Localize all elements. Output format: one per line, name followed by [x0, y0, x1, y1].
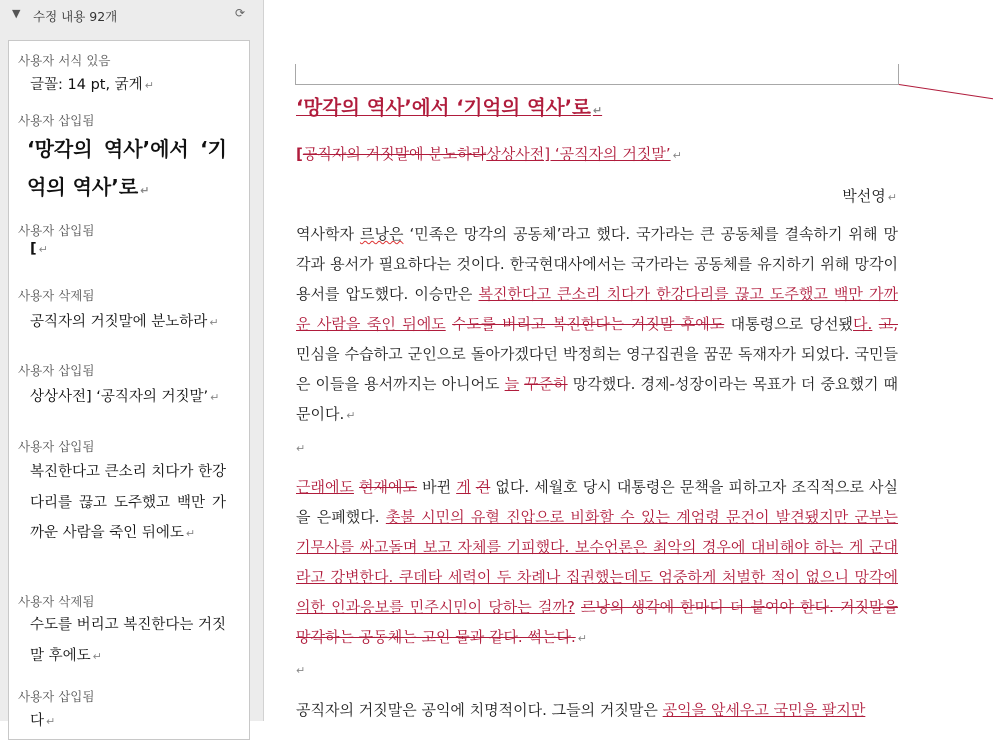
paragraph-3[interactable]: 공직자의 거짓말은 공익에 치명적이다. 그들의 거짓말은 공익을 앞세우고 국민을 팔지만: [296, 701, 866, 719]
revision-type: 사용자 삽입됨: [18, 223, 95, 238]
revision-text: 수도를 버리고 복진한다는 거짓말 후에도 ↵: [30, 617, 226, 664]
revisions-pane: [0, 0, 264, 729]
paragraph-2[interactable]: 근래에도 현재에도 바뀐 게 건 없다. 세월호 당시 대통령은 문책을 피하고자 조직적으로 사실을 은폐했다. 촛불 시민의 유혈 진압으로 비화할 수 있는 계엄령 문건이 발견됐지만 군부는 기무사를 싸고돌며 보고 자체를 기피했다. 보수언론은 최악의 경우에 대비해야 하는 게 군대라고 강변한다. 쿠데타 세력이 두 차례나 집권했는데도 엄중하게 처벌한 적이 없으니 망각에 의한 인과응보를 민주시민이 당하는 걸까? 르낭의 생각에 한마디 더 붙여야 한다. 거짓말을 망각하는 공동체는 고인 물과 같다. 썩는다. ↵: [296, 478, 899, 646]
paragraph-1[interactable]: 역사학자 르낭은 ‘민족은 망각의 공동체’라고 했다. 국가라는 큰 공동체를 결속하기 위해 망각과 용서가 필요하다는 것이다. 한국현대사에서는 국가라는 공동체를 유지하기 위해 망각이 용서를 압도했다. 이승만은 복진한다고 큰소리 치다가 한강다리를 끊고 도주했고 백만 가까운 사람을 죽인 뒤에도 수도를 버리고 복진한다는 거짓말 후에도 대통령으로 당선됐다. 고, 민심을 수습하고 군인으로 돌아가겠다던 박정희는 영구집권을 꿈꾼 독재자가 되었다. 국민들은 이들을 용서까지는 아니어도 늘 꾸준히 망각했다. 경제-성장이라는 목표가 더 중요했기 때문이다. ↵: [296, 225, 899, 423]
revision-type: 사용자 삽입됨: [18, 113, 95, 128]
empty-paragraph-mark: ↵: [296, 664, 306, 677]
margin-corner-right: [898, 64, 899, 85]
author-name[interactable]: 박선영 ↵: [842, 187, 897, 205]
revision-text: ‘망각의 역사’에서 ‘기억의 역사’로 ↵: [27, 137, 227, 199]
refresh-icon[interactable]: ⟳: [235, 6, 246, 20]
revision-type: 사용자 삽입됨: [18, 439, 95, 454]
revisions-pane-header: [0, 0, 263, 30]
revisions-list[interactable]: [8, 40, 250, 740]
margin-corner-left: [295, 64, 296, 85]
document-subtitle[interactable]: [공직자의 거짓말에 분노하라상상사전] ‘공직자의 거짓말’ ↵: [296, 145, 682, 163]
revision-text: [ ↵: [30, 241, 48, 257]
revision-text: 다 ↵: [30, 713, 56, 729]
revision-type: 사용자 삭제됨: [18, 594, 95, 609]
revisions-count-title: 수정 내용 92개: [33, 9, 118, 24]
revision-text: 복진한다고 큰소리 치다가 한강다리를 끊고 도주했고 백만 가까운 사람을 죽인 뒤에도 ↵: [30, 464, 226, 541]
collapse-chevron-icon[interactable]: ▼: [12, 7, 21, 20]
revision-type: 사용자 삽입됨: [18, 363, 95, 378]
empty-paragraph-mark: ↵: [296, 442, 306, 455]
revision-type: 사용자 삽입됨: [18, 689, 95, 704]
top-margin-guide: [295, 84, 899, 85]
revision-text: 상상사전] ‘공직자의 거짓말’ ↵: [30, 389, 220, 405]
revision-type: 사용자 서식 있음: [18, 53, 111, 68]
document-title[interactable]: ‘망각의 역사’에서 ‘기억의 역사’로 ↵: [296, 96, 603, 119]
revision-text: 공직자의 거짓말에 분노하라 ↵: [30, 314, 219, 330]
revision-text: 글꼴: 14 pt, 굵게 ↵: [30, 77, 154, 93]
document-page[interactable]: [264, 0, 993, 721]
revision-balloon-connector: [899, 84, 993, 100]
revision-type: 사용자 삭제됨: [18, 288, 95, 303]
